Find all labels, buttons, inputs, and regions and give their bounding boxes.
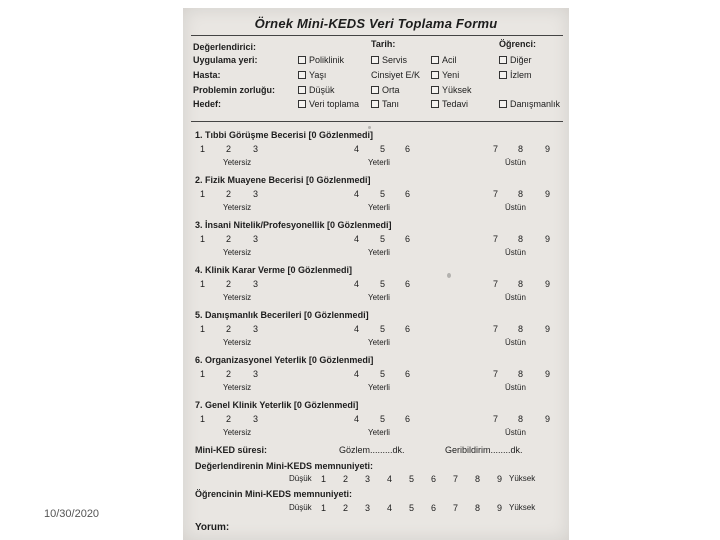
header-option[interactable] (431, 85, 472, 95)
satisfaction-option[interactable]: 7 (453, 474, 459, 484)
header-option[interactable] (371, 99, 399, 109)
rating-option[interactable]: 7 (493, 144, 499, 154)
header-option[interactable] (499, 99, 560, 109)
header-option[interactable] (298, 55, 344, 65)
rating-option[interactable]: 9 (545, 189, 551, 199)
section-title: 2. Fizik Muayene Becerisi [0 Gözlenmedi] (195, 175, 371, 185)
rating-option[interactable]: 4 (354, 234, 360, 244)
header-option-label: Servis (382, 55, 408, 65)
rating-option[interactable]: 2 (226, 279, 232, 289)
satisfaction-option[interactable]: 1 (321, 503, 327, 513)
scale-label-mid: Yeterli (368, 338, 390, 347)
rating-option[interactable]: 5 (380, 414, 386, 424)
satisfaction-option[interactable]: 5 (409, 503, 415, 513)
rating-option[interactable]: 1 (200, 279, 206, 289)
header-option-label: Cinsiyet E/K (371, 70, 421, 80)
rating-option[interactable]: 7 (493, 234, 499, 244)
rating-option[interactable]: 2 (226, 414, 232, 424)
header-option-label: Danışmanlık (510, 99, 561, 109)
rating-option[interactable]: 6 (405, 279, 411, 289)
rating-option[interactable]: 3 (253, 234, 259, 244)
header-option-label: Tanı (382, 99, 400, 109)
header-option-label: Diğer (510, 55, 532, 65)
rating-option[interactable]: 4 (354, 414, 360, 424)
section-title: 1. Tıbbi Görüşme Becerisi [0 Gözlenmedi] (195, 130, 374, 140)
header-option[interactable] (431, 55, 457, 65)
rating-option[interactable]: 9 (545, 279, 551, 289)
duration-label: Mini-KED süresi: (195, 445, 268, 455)
scale-label-low: Yetersiz (223, 338, 252, 347)
rating-option[interactable]: 5 (380, 279, 386, 289)
form-title: Örnek Mini-KEDS Veri Toplama Formu (254, 16, 498, 31)
section-title: 3. İnsani Nitelik/Profesyonellik [0 Gözlenmedi] (195, 220, 392, 230)
scale-label-mid: Yeterli (368, 383, 390, 392)
scan-smudge (447, 273, 451, 278)
rating-option[interactable]: 8 (518, 144, 524, 154)
checkbox-icon[interactable] (431, 56, 439, 64)
title-divider (191, 35, 563, 36)
header-row-label: Hedef: (193, 99, 222, 109)
rating-option[interactable]: 2 (226, 369, 232, 379)
rating-option[interactable]: 4 (354, 324, 360, 334)
rating-option[interactable]: 9 (545, 234, 551, 244)
scale-label-high: Üstün (505, 203, 526, 212)
rating-option[interactable]: 8 (518, 279, 524, 289)
rating-option[interactable]: 7 (493, 279, 499, 289)
satisfaction-high-label: Yüksek (509, 503, 536, 512)
satisfaction-option[interactable]: 2 (343, 503, 349, 513)
rating-option[interactable]: 9 (545, 369, 551, 379)
scan-smudge (368, 126, 371, 129)
satisfaction-option[interactable]: 4 (387, 474, 393, 484)
rating-option[interactable]: 6 (405, 189, 411, 199)
section-title: 5. Danışmanlık Becerileri [0 Gözlenmedi] (195, 310, 369, 320)
satisfaction-option[interactable]: 5 (409, 474, 415, 484)
satisfaction-option[interactable]: 6 (431, 474, 437, 484)
scale-label-mid: Yeterli (368, 158, 390, 167)
header-row-label: Hasta: (193, 70, 221, 80)
header-row-label: Uygulama yeri: (193, 55, 258, 65)
header-option[interactable] (371, 55, 407, 65)
rating-option[interactable]: 9 (545, 144, 551, 154)
header-option[interactable] (431, 70, 459, 80)
scale-label-high: Üstün (505, 293, 526, 302)
rating-option[interactable]: 4 (354, 279, 360, 289)
rating-option[interactable]: 5 (380, 144, 386, 154)
scale-label-high: Üstün (505, 338, 526, 347)
rating-option[interactable]: 4 (354, 189, 360, 199)
scale-label-low: Yetersiz (223, 158, 252, 167)
satisfaction-low-label: Düşük (289, 503, 312, 512)
feedback-time: Geribildirim........dk. (445, 445, 523, 455)
header-option[interactable] (298, 99, 359, 109)
header-option-label: Veri toplama (309, 99, 360, 109)
rating-option[interactable]: 3 (253, 189, 259, 199)
rating-option[interactable]: 6 (405, 234, 411, 244)
header-option-label: Yüksek (442, 85, 472, 95)
header-option-label: Düşük (309, 85, 335, 95)
satisfaction-option[interactable]: 8 (475, 474, 481, 484)
header-option[interactable] (298, 85, 335, 95)
rating-option[interactable]: 8 (518, 189, 524, 199)
rating-option[interactable]: 6 (405, 324, 411, 334)
scale-label-low: Yetersiz (223, 293, 252, 302)
section-title: 7. Genel Klinik Yeterlik [0 Gözlenmedi] (195, 400, 359, 410)
checkbox-icon[interactable] (298, 86, 306, 94)
scanned-form (183, 8, 569, 540)
satisfaction-option[interactable]: 9 (497, 474, 503, 484)
satisfaction-option[interactable]: 9 (497, 503, 503, 513)
rating-option[interactable]: 4 (354, 369, 360, 379)
checkbox-icon[interactable] (371, 86, 379, 94)
satisfaction-option[interactable]: 4 (387, 503, 393, 513)
checkbox-icon[interactable] (431, 71, 439, 79)
evaluator-label: Değerlendirici: (193, 42, 257, 52)
rating-option[interactable]: 1 (200, 189, 206, 199)
scale-label-high: Üstün (505, 158, 526, 167)
rating-option[interactable]: 8 (518, 369, 524, 379)
rating-option[interactable]: 3 (253, 369, 259, 379)
checkbox-icon[interactable] (431, 86, 439, 94)
header-option-label: İzlem (510, 70, 532, 80)
rating-option[interactable]: 3 (253, 279, 259, 289)
checkbox-icon[interactable] (499, 71, 507, 79)
rating-option[interactable]: 7 (493, 414, 499, 424)
scale-label-mid: Yeterli (368, 248, 390, 257)
header-option-label: Orta (382, 85, 400, 95)
comment-label: Yorum: (195, 522, 230, 533)
scale-label-mid: Yeterli (368, 428, 390, 437)
student-label: Öğrenci: (499, 39, 537, 49)
rating-option[interactable]: 5 (380, 189, 386, 199)
rating-option[interactable]: 5 (380, 324, 386, 334)
rating-option[interactable]: 7 (493, 324, 499, 334)
rating-option[interactable]: 1 (200, 369, 206, 379)
rating-option[interactable]: 8 (518, 414, 524, 424)
checkbox-icon[interactable] (431, 100, 439, 108)
satisfaction-option[interactable]: 7 (453, 503, 459, 513)
header-option-label: Yaşı (309, 70, 327, 80)
rating-option[interactable]: 8 (518, 234, 524, 244)
satisfaction-option[interactable]: 3 (365, 474, 371, 484)
rating-option[interactable]: 6 (405, 369, 411, 379)
checkbox-icon[interactable] (371, 56, 379, 64)
evaluator-satisfaction-label: Değerlendirenin Mini-KEDS memnuniyeti: (195, 461, 374, 471)
rating-option[interactable]: 1 (200, 414, 206, 424)
checkbox-icon[interactable] (298, 56, 306, 64)
header-option[interactable] (298, 70, 326, 80)
rating-option[interactable]: 2 (226, 189, 232, 199)
rating-option[interactable]: 2 (226, 144, 232, 154)
rating-option[interactable]: 7 (493, 369, 499, 379)
rating-option[interactable]: 6 (405, 414, 411, 424)
header-divider (191, 121, 563, 122)
checkbox-icon[interactable] (298, 100, 306, 108)
rating-option[interactable]: 3 (253, 144, 259, 154)
satisfaction-option[interactable]: 1 (321, 474, 327, 484)
observation-time: Gözlem.........dk. (339, 445, 405, 455)
header-option[interactable] (371, 70, 420, 80)
rating-option[interactable]: 5 (380, 369, 386, 379)
checkbox-icon[interactable] (298, 71, 306, 79)
scale-label-mid: Yeterli (368, 203, 390, 212)
header-option[interactable] (431, 99, 468, 109)
header-option[interactable] (499, 70, 532, 80)
rating-option[interactable]: 3 (253, 414, 259, 424)
satisfaction-low-label: Düşük (289, 474, 312, 483)
scale-label-low: Yetersiz (223, 428, 252, 437)
rating-option[interactable]: 9 (545, 324, 551, 334)
section-title: 4. Klinik Karar Verme [0 Gözlenmedi] (195, 265, 353, 275)
rating-option[interactable]: 1 (200, 234, 206, 244)
rating-option[interactable]: 8 (518, 324, 524, 334)
satisfaction-option[interactable]: 8 (475, 503, 481, 513)
scale-label-high: Üstün (505, 428, 526, 437)
header-option[interactable] (499, 55, 532, 65)
header-option-label: Tedavi (442, 99, 469, 109)
header-option-label: Yeni (442, 70, 460, 80)
rating-option[interactable]: 2 (226, 234, 232, 244)
section-title: 6. Organizasyonel Yeterlik [0 Gözlenmedi] (195, 355, 374, 365)
rating-option[interactable]: 3 (253, 324, 259, 334)
rating-option[interactable]: 2 (226, 324, 232, 334)
rating-option[interactable]: 1 (200, 144, 206, 154)
checkbox-icon[interactable] (499, 56, 507, 64)
scale-label-mid: Yeterli (368, 293, 390, 302)
rating-option[interactable]: 9 (545, 414, 551, 424)
header-option[interactable] (371, 85, 400, 95)
rating-option[interactable]: 7 (493, 189, 499, 199)
scale-label-low: Yetersiz (223, 203, 252, 212)
satisfaction-option[interactable]: 6 (431, 503, 437, 513)
header-option-label: Poliklinik (309, 55, 345, 65)
scale-label-high: Üstün (505, 383, 526, 392)
checkbox-icon[interactable] (499, 100, 507, 108)
rating-option[interactable]: 1 (200, 324, 206, 334)
satisfaction-option[interactable]: 3 (365, 503, 371, 513)
rating-option[interactable]: 6 (405, 144, 411, 154)
satisfaction-high-label: Yüksek (509, 474, 536, 483)
rating-option[interactable]: 5 (380, 234, 386, 244)
scale-label-low: Yetersiz (223, 248, 252, 257)
checkbox-icon[interactable] (371, 100, 379, 108)
rating-option[interactable]: 4 (354, 144, 360, 154)
slide-date: 10/30/2020 (44, 508, 100, 520)
header-option-label: Acil (442, 55, 457, 65)
date-label: Tarih: (371, 39, 396, 49)
student-satisfaction-label: Öğrencinin Mini-KEDS memnuniyeti: (195, 489, 353, 499)
scale-label-low: Yetersiz (223, 383, 252, 392)
scale-label-high: Üstün (505, 248, 526, 257)
header-row-label: Problemin zorluğu: (193, 85, 275, 95)
satisfaction-option[interactable]: 2 (343, 474, 349, 484)
